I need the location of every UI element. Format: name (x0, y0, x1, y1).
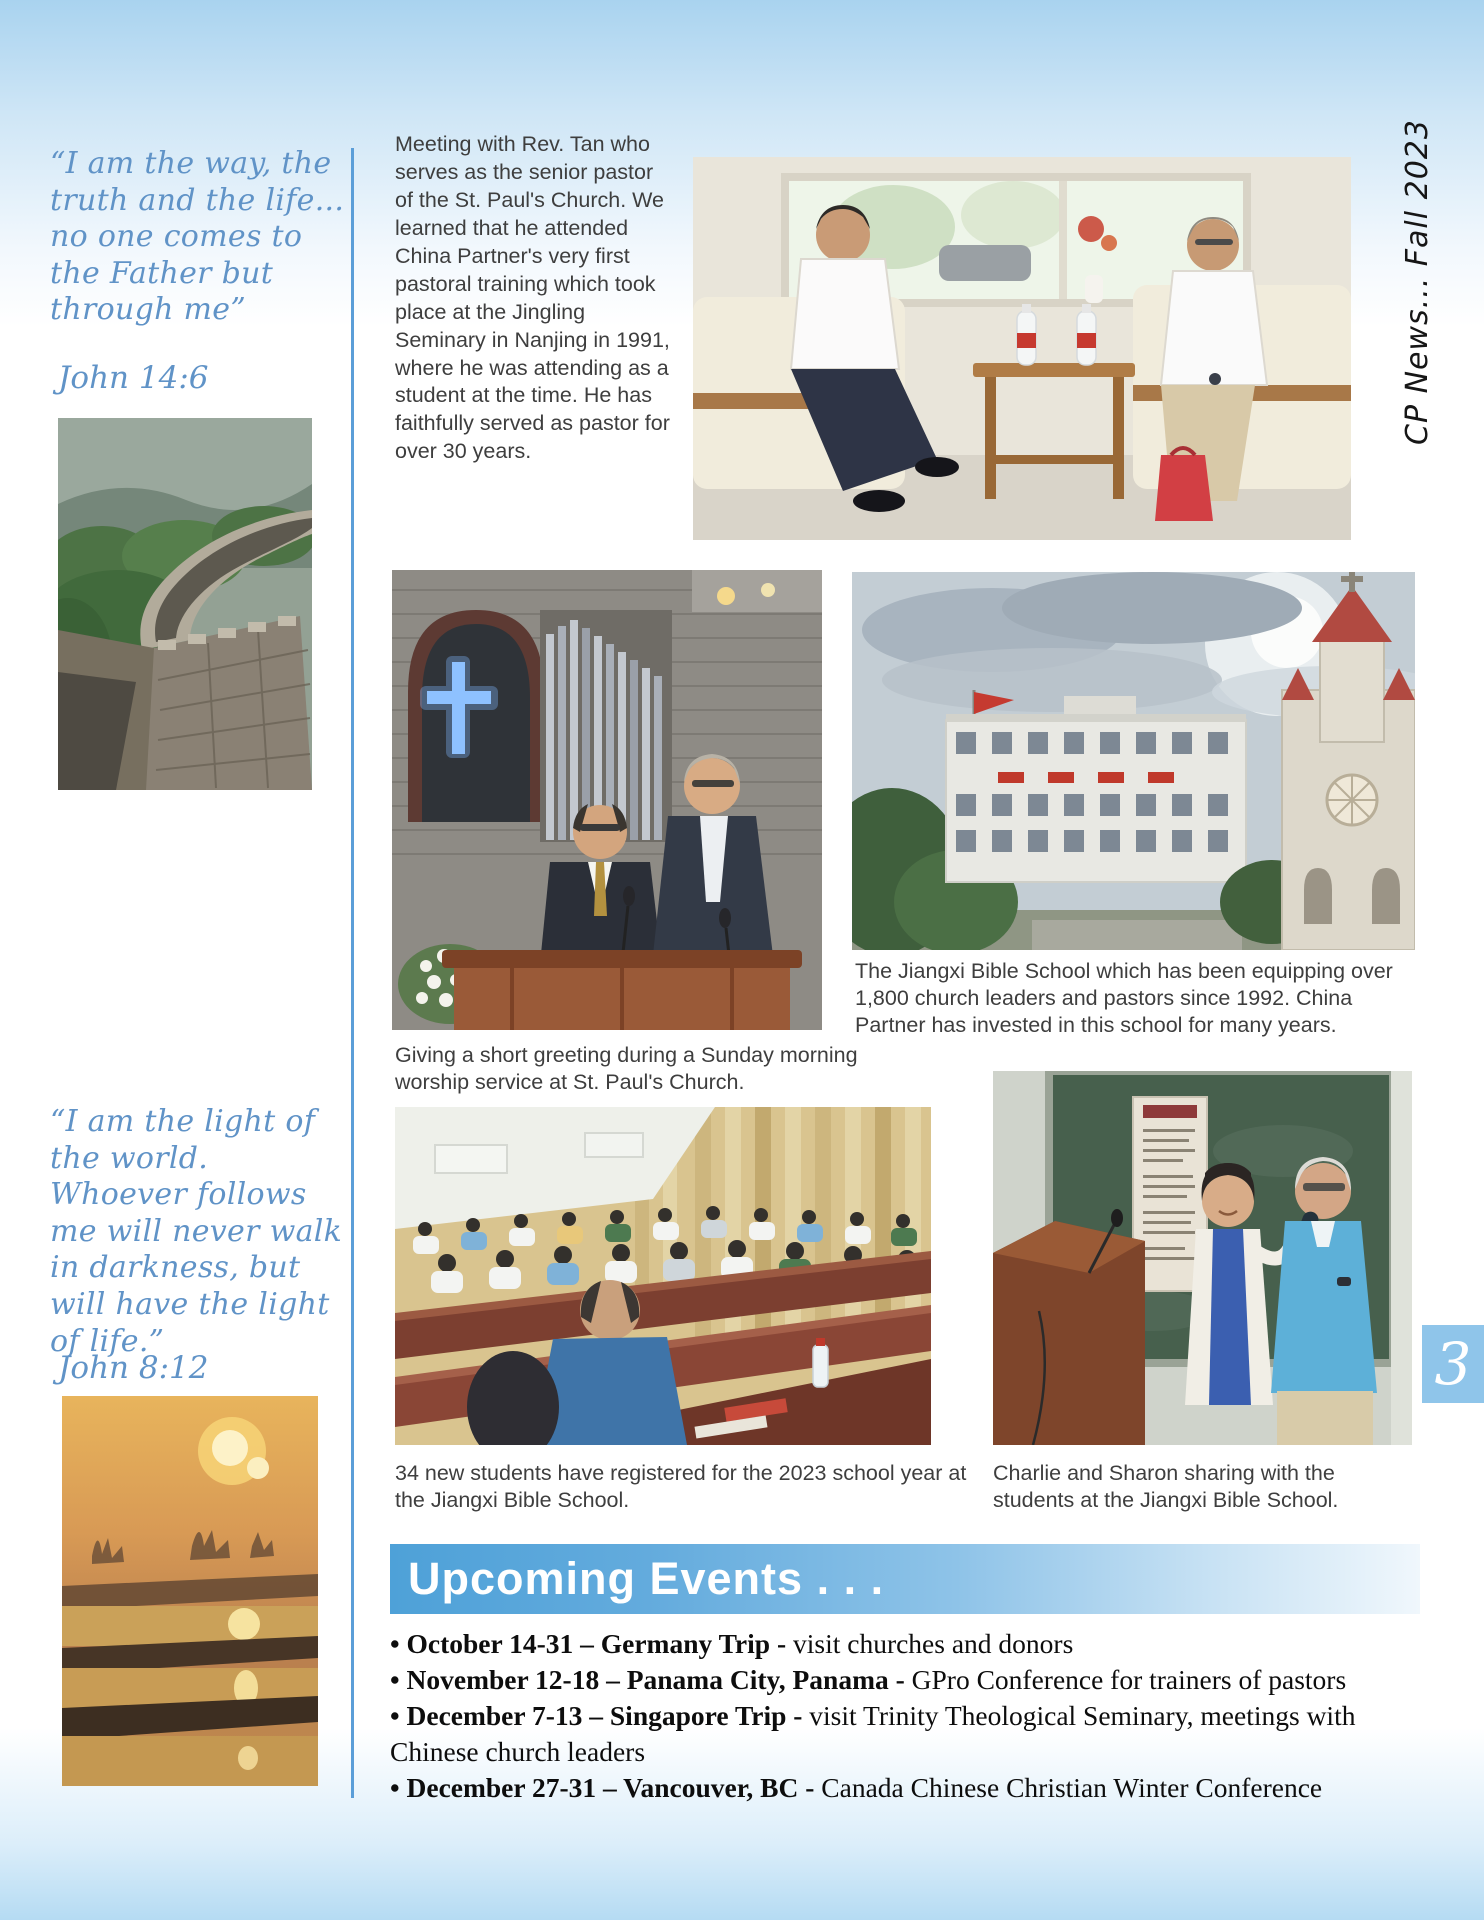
edition-label-wrap (1270, 119, 1484, 445)
edition-label: CP News... Fall 2023 (1400, 119, 1435, 445)
caption-bible-school: The Jiangxi Bible School which has been equipping over 1,800 church leaders and pastors since 1992. China Partner has invested in this school for many years. (855, 959, 1393, 1038)
page-number: 3 (1434, 1330, 1472, 1398)
classroom-photo (395, 1107, 931, 1445)
sunset-photo (62, 1396, 318, 1786)
quote-1: “I am the way, the truth and the life... no one comes to the Father but through me” (50, 146, 345, 328)
bible-school-photo (852, 572, 1415, 950)
caption-worship: Giving a short greeting during a Sunday morning worship service at St. Paul's Church. (395, 1043, 858, 1095)
event-item-germany: • October 14-31 – Germany Trip - visit churches and donors (390, 1628, 1074, 1659)
event-item-panama: • November 12-18 – Panama City, Panama - GPro Conference for trainers of pastors (390, 1664, 1347, 1696)
caption-sharing: Charlie and Sharon sharing with the students at the Jiangxi Bible School. (993, 1461, 1339, 1513)
event-item-singapore: • December 7-13 – Singapore Trip - visit Trinity Theological Seminary, meetings with Chinese church leaders (390, 1700, 1356, 1768)
column-divider-line (351, 148, 354, 1798)
quote-1-reference: John 14:6 (58, 360, 209, 396)
page-number-box (1422, 1325, 1484, 1403)
speakers-photo (993, 1071, 1412, 1445)
upcoming-events-list (390, 1626, 1436, 1806)
event-item-vancouver: • December 27-31 – Vancouver, BC - Canada Chinese Christian Winter Conference (390, 1772, 1323, 1804)
quote-2-reference: John 8:12 (58, 1350, 209, 1386)
caption-students: 34 new students have registered for the 2023 school year at the Jiangxi Bible School. (395, 1461, 967, 1513)
meeting-photo (693, 157, 1351, 540)
upcoming-title: Upcoming Events . . . (408, 1553, 885, 1604)
quote-2: “I am the light of the world. Whoever follows me will never walk in darkness, but will have the light of life.” (50, 1104, 343, 1359)
great-wall-photo (58, 418, 312, 790)
intro-paragraph: Meeting with Rev. Tan who serves as the senior pastor of the St. Paul's Church. We learned that he attended China Partner's very first pastoral training which took place at the Jingling Seminary in Nanjing in 1991, where he was attending as a student at the time. He has faithfully served as pastor for over 30 years. (395, 132, 670, 464)
worship-podium-photo (392, 570, 822, 1030)
upcoming-banner (390, 1544, 1420, 1614)
